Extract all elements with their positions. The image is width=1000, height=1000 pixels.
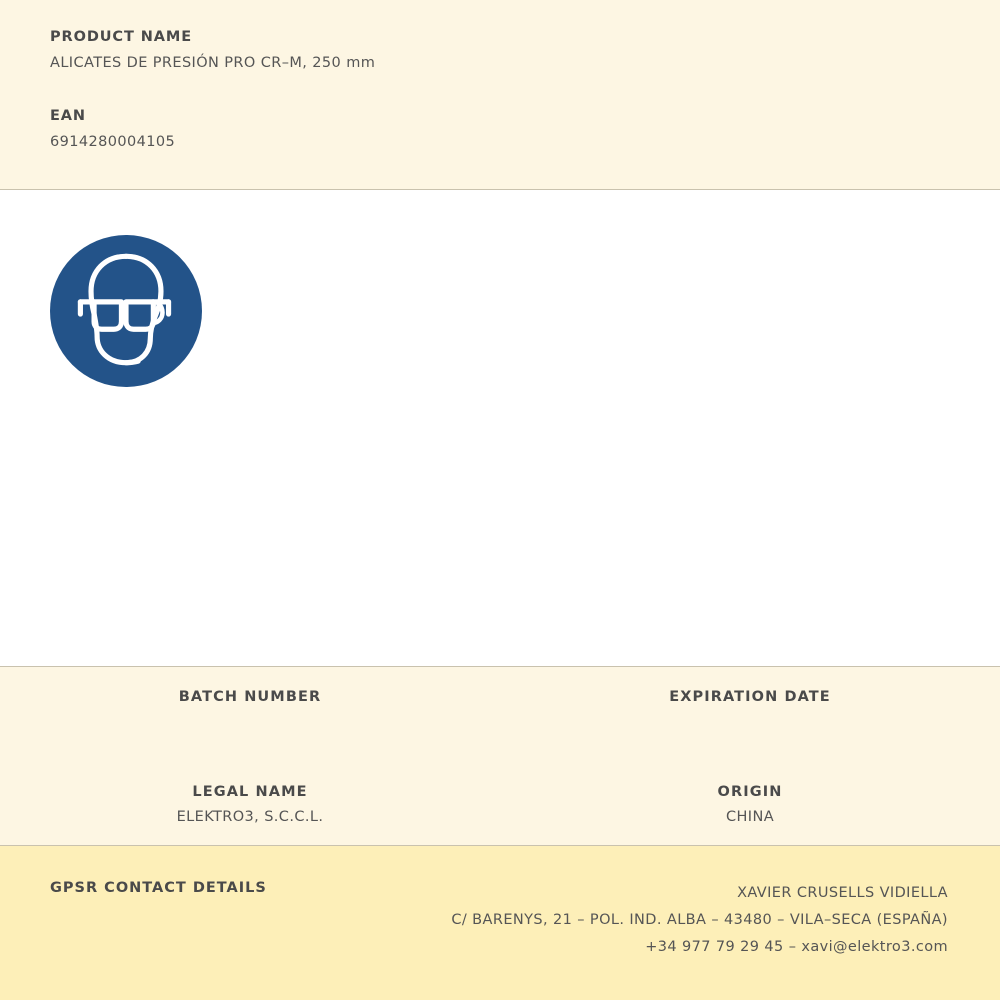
origin-label: ORIGIN: [717, 784, 783, 800]
legal-name-value: ELEKTRO3, S.C.C.L.: [176, 809, 324, 825]
gpsr-contact-label: GPSR CONTACT DETAILS: [50, 880, 267, 896]
gpsr-contact-lines: [451, 880, 948, 961]
ean-label: EAN: [50, 108, 86, 124]
legal-origin-row: [0, 784, 1000, 827]
product-name-value: ALICATES DE PRESIÓN PRO CR–M, 250 mm: [50, 55, 376, 71]
batch-number-cell: [0, 689, 500, 732]
legal-name-cell: [0, 784, 500, 827]
batch-expiration-row: [0, 689, 1000, 732]
expiration-date-cell: [500, 689, 1000, 732]
batch-number-label: BATCH NUMBER: [178, 689, 322, 705]
expiration-date-label: EXPIRATION DATE: [669, 689, 831, 705]
ean-value: 6914280004105: [50, 134, 176, 150]
pictogram-section: [0, 190, 1000, 666]
product-details-section: [0, 667, 1000, 845]
gpsr-contact-address: C/ BARENYS, 21 – POL. IND. ALBA – 43480 – VILA–SECA (ESPAÑA): [451, 912, 948, 928]
product-name-label: PRODUCT NAME: [50, 29, 193, 45]
gpsr-contact-phone-email: +34 977 79 29 45 – xavi@elektro3.com: [645, 939, 948, 955]
legal-name-label: LEGAL NAME: [192, 784, 308, 800]
product-header-section: [0, 0, 1000, 189]
wear-eye-protection-icon: [50, 235, 202, 387]
origin-cell: [500, 784, 1000, 827]
spacer: [0, 732, 1000, 784]
gpsr-contact-section: [0, 846, 1000, 1000]
origin-value: CHINA: [725, 809, 775, 825]
expiration-date-value: [500, 714, 1000, 732]
spacer: [50, 71, 950, 99]
gpsr-contact-name: XAVIER CRUSELLS VIDIELLA: [737, 885, 948, 901]
batch-number-value: [0, 714, 500, 732]
